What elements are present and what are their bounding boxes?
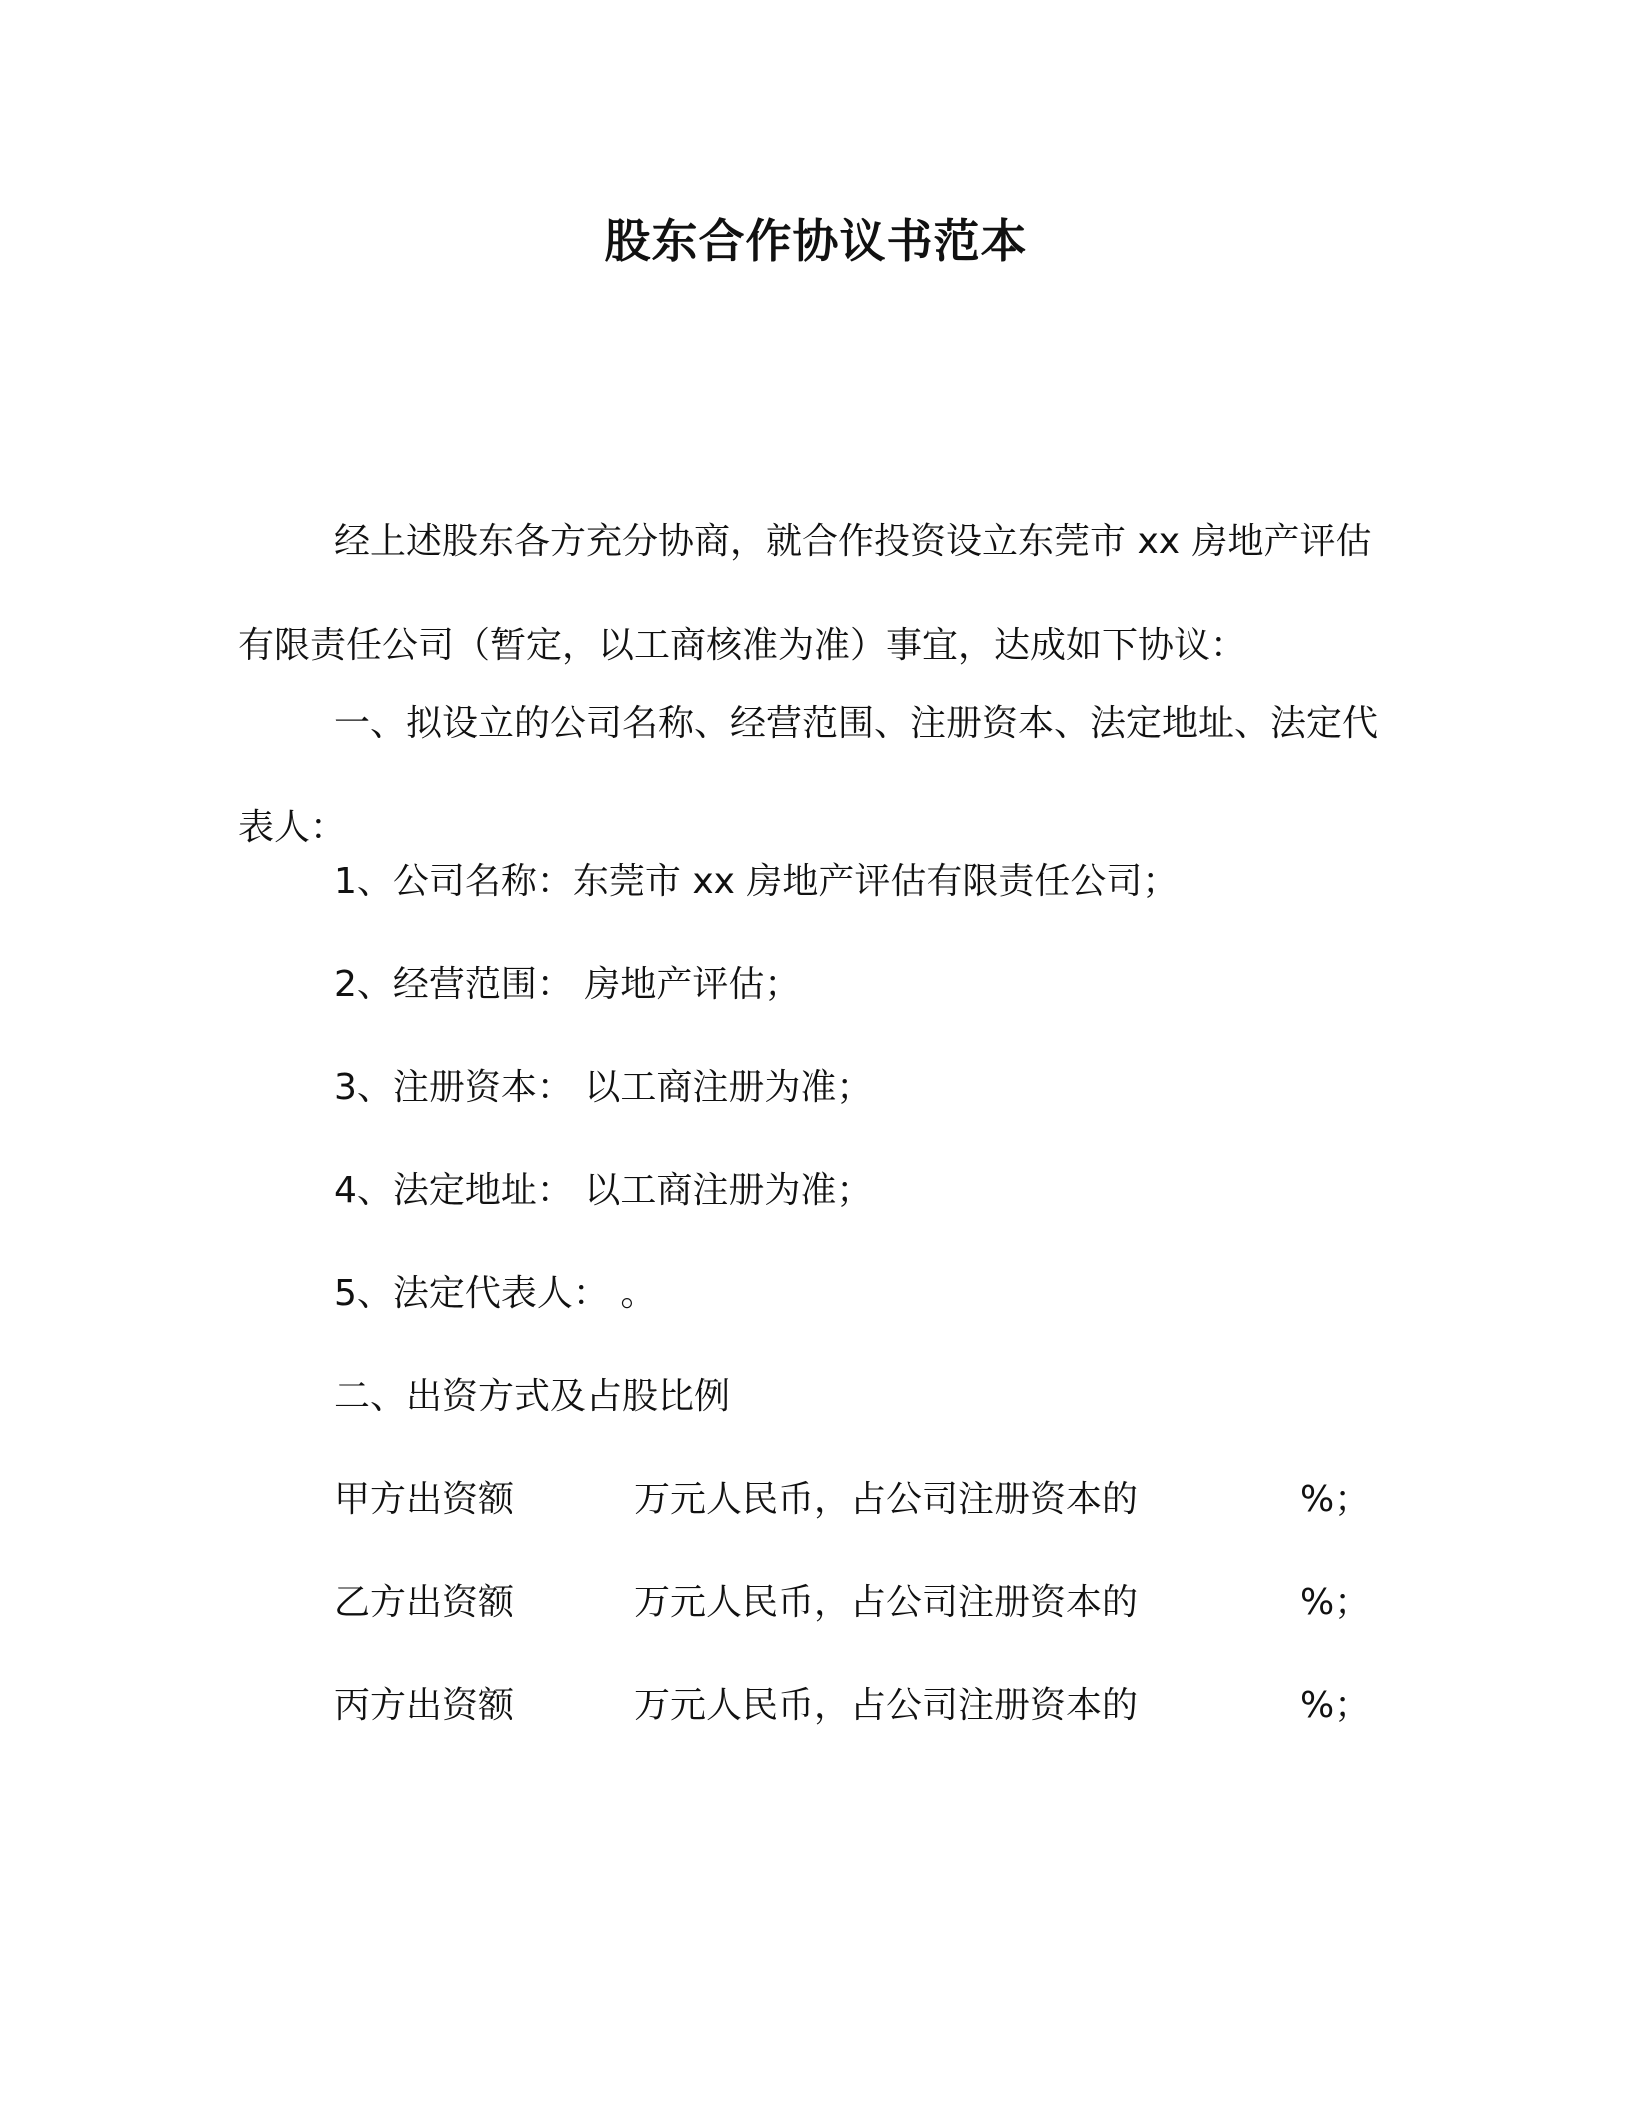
capital-party-label: 甲方出资额 (334, 1479, 515, 1520)
capital-amount-text: 万元人民币，占公司注册资本的 (634, 1582, 1139, 1623)
section1-heading: 一、拟设立的公司名称、经营范围、注册资本、法定地址、法定代表人： (238, 703, 1379, 848)
item-registered-capital: 3、注册资本： 以工商注册为准； (334, 1067, 873, 1108)
capital-party-label: 乙方出资额 (334, 1582, 515, 1623)
item-legal-representative: 5、法定代表人： 。 (334, 1273, 657, 1314)
item-business-scope: 2、经营范围： 房地产评估； (334, 964, 801, 1005)
capital-amount-text: 万元人民币，占公司注册资本的 (634, 1685, 1139, 1726)
intro-paragraph: 经上述股东各方充分协商，就合作投资设立东莞市 xx 房地产评估有限责任公司（暂定，以工商核准为准）事宜，达成如下协议： (238, 521, 1372, 666)
item-company-name: 1、公司名称：东莞市 xx 房地产评估有限责任公司； (334, 861, 1179, 902)
capital-percent-text: %； (1300, 1685, 1371, 1726)
item-legal-address: 4、法定地址： 以工商注册为准； (334, 1170, 873, 1211)
document-title: 股东合作协议书范本 (604, 214, 1028, 268)
capital-party-label: 丙方出资额 (334, 1685, 515, 1726)
capital-amount-text: 万元人民币，占公司注册资本的 (634, 1479, 1139, 1520)
capital-percent-text: %； (1300, 1582, 1371, 1623)
capital-percent-text: %； (1300, 1479, 1371, 1520)
section2-heading: 二、出资方式及占股比例 (334, 1376, 731, 1417)
